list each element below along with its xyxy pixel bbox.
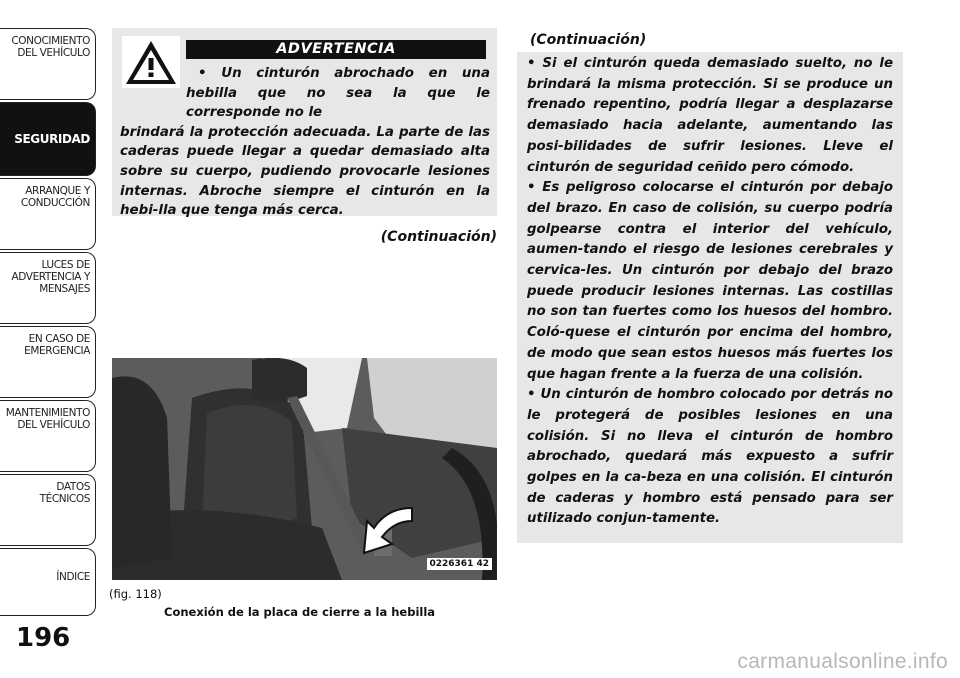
tab-indice[interactable]: ÍNDICE xyxy=(0,548,96,616)
continuation-label-right: (Continuación) xyxy=(530,32,647,48)
warning-continuation-box xyxy=(517,52,903,543)
tab-luces-de-advertencia[interactable]: LUCES DE ADVERTENCIA Y MENSAJES xyxy=(0,252,96,324)
car-interior-illustration xyxy=(112,358,497,580)
bullet-paragraph: • Si el cinturón queda demasiado suelto, no le brindará la misma protección. Si se produce un frenado repentino, podría llegar a desplazarse demasiado hacia adelante, aumentando las posi-bilidades de sufrir lesiones. Lleve el cinturón de seguridad ceñido pero cómodo. xyxy=(527,56,893,175)
seat-belt-photo xyxy=(112,358,497,580)
figure-label: (fig. 118) xyxy=(109,587,162,601)
warning-first-line: • Un cinturón abrochado en una hebilla que no sea la que le corresponde no le xyxy=(186,66,490,121)
bullet-paragraph: • Un cinturón de hombro colocado por detrás no le protegerá de posibles lesiones en una colisión. Si no lleva el cinturón de hombro abrochado, quedará más expuesto a sufrir golpes en la ca-beza en una colisión. El cinturón de caderas y hombro está pensado para ser utilizado conjun-tamente. xyxy=(527,387,893,527)
bullet-paragraph: • Es peligroso colocarse el cinturón por debajo del brazo. En caso de colisión, su cuerpo podría golpearse contra el interior del vehículo, aumen-tando el riesgo de lesiones cerebrales y cervica-les. Un cinturón por debajo del brazo puede producir lesiones internas. Las costillas no son tan fuertes como los huesos del hombro. Coló-quese el cinturón por encima del hombro, de modo que sean estos huesos más fuertes los que hagan frente a la fuerza de una colisión. xyxy=(527,180,893,382)
warning-text xyxy=(120,64,490,221)
figure-caption: Conexión de la placa de cierre a la hebilla xyxy=(164,605,436,619)
tab-datos-tecnicos[interactable]: DATOS TÉCNICOS xyxy=(0,474,96,546)
figure-code: 0226361 42 xyxy=(427,558,493,570)
tab-mantenimiento-del-vehiculo[interactable]: MANTENIMIENTO DEL VEHÍCULO xyxy=(0,400,96,472)
page-number: 196 xyxy=(16,623,71,653)
chapter-sidebar xyxy=(0,0,100,640)
warning-box xyxy=(112,28,497,219)
warning-body: brindará la protección adecuada. La parte de las caderas puede llegar a quedar demasiado alta sobre su cuerpo, pudiendo provocarle lesiones internas. Abroche siempre el cinturón en la hebi-lla que tenga más cerca. xyxy=(120,124,490,219)
watermark: carmanualsonline.info xyxy=(737,650,948,673)
warning-header: ADVERTENCIA xyxy=(186,40,486,59)
tab-seguridad[interactable]: SEGURIDAD xyxy=(0,102,96,176)
tab-conocimiento-del-vehiculo[interactable]: CONOCIMIENTO DEL VEHÍCULO xyxy=(0,28,96,100)
continuation-label-left: (Continuación) xyxy=(380,229,497,245)
warning-continuation-text xyxy=(527,54,893,530)
tab-arranque-y-conduccion[interactable]: ARRANQUE Y CONDUCCIÓN xyxy=(0,178,96,250)
tab-en-caso-de-emergencia[interactable]: EN CASO DE EMERGENCIA xyxy=(0,326,96,398)
